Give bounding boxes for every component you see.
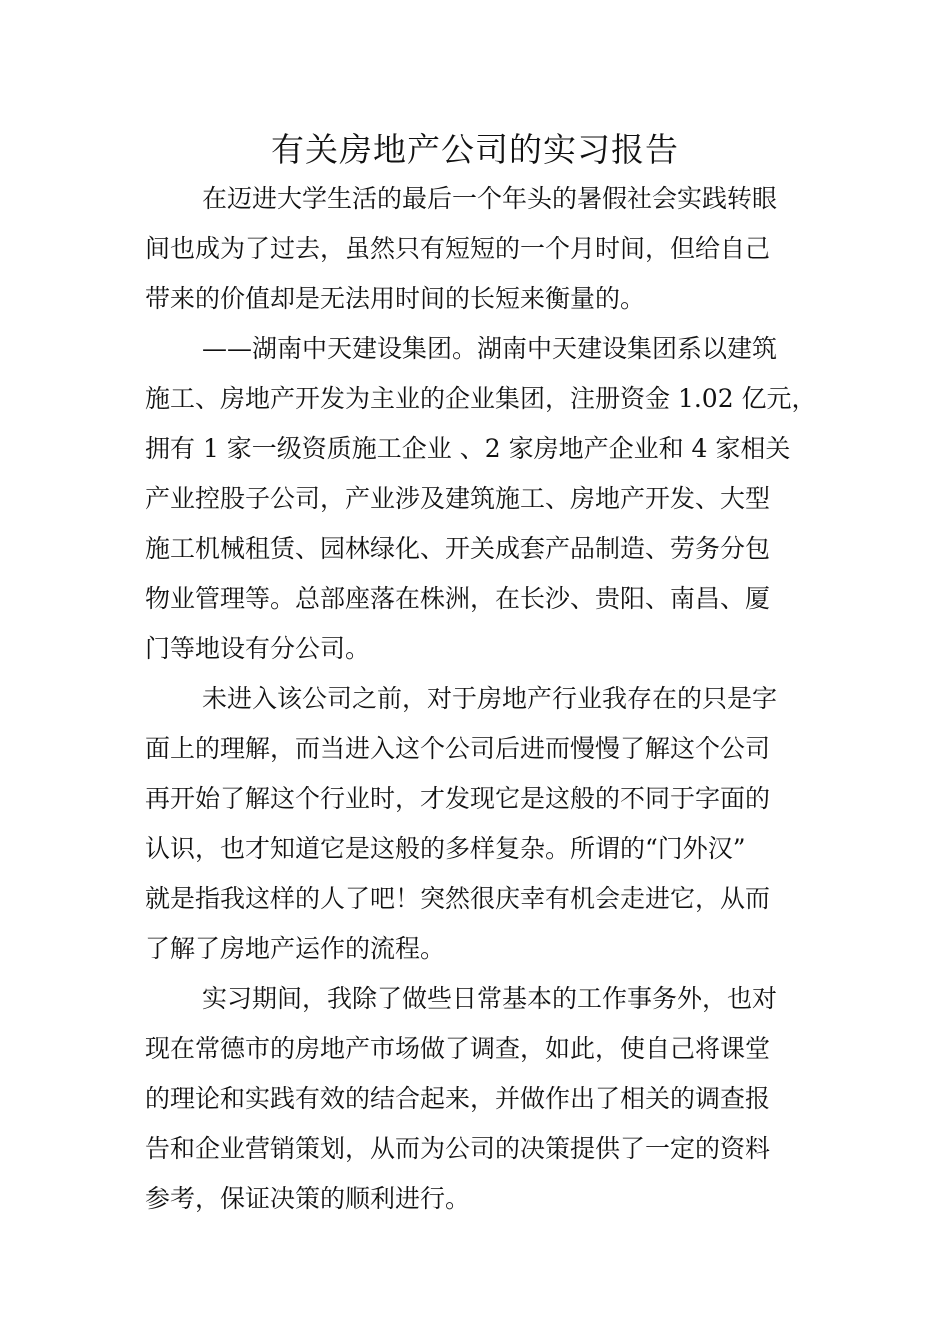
text-line: 实习期间，我除了做些日常基本的工作事务外，也对 [202, 984, 778, 1013]
text-line: 现在常德市的房地产市场做了调查，如此，使自己将课堂 [145, 1034, 771, 1063]
text-line: 产业控股子公司，产业涉及建筑施工、房地产开发、大型 [145, 484, 771, 513]
text-line: 在迈进大学生活的最后一个年头的暑假社会实践转眼 [202, 184, 778, 213]
text-line: 带来的价值却是无法用时间的长短来衡量的。 [145, 284, 646, 313]
paragraph-4 [145, 974, 825, 1224]
text-line: 告和企业营销策划，从而为公司的决策提供了一定的资料 [145, 1134, 771, 1163]
text-line: 未进入该公司之前，对于房地产行业我存在的只是字 [202, 684, 778, 713]
text-line: 门等地设有分公司。 [145, 634, 371, 663]
text-line: 拥有 1 家一级资质施工企业 、2 家房地产企业和 4 家相关 [145, 434, 791, 463]
text-line: 参考，保证决策的顺利进行。 [145, 1184, 471, 1213]
text-line: 的理论和实践有效的结合起来，并做作出了相关的调查报 [145, 1084, 771, 1113]
paragraph-1 [145, 174, 825, 324]
text-line: 了解了房地产运作的流程。 [145, 934, 446, 963]
text-line: 施工机械租赁、园林绿化、开关成套产品制造、劳务分包 [145, 534, 771, 563]
text-line: 面上的理解，而当进入这个公司后进而慢慢了解这个公司 [145, 734, 771, 763]
paragraph-2 [145, 324, 825, 674]
text-line: 物业管理等。总部座落在株洲，在长沙、贵阳、南昌、厦 [145, 584, 771, 613]
text-line: ——湖南中天建设集团。湖南中天建设集团系以建筑 [202, 334, 778, 363]
text-line: 就是指我这样的人了吧！突然很庆幸有机会走进它，从而 [145, 884, 771, 913]
text-line: 再开始了解这个行业时，才发现它是这般的不同于字面的 [145, 784, 771, 813]
text-line: 间也成为了过去，虽然只有短短的一个月时间，但给自己 [145, 234, 771, 263]
text-line: 施工、房地产开发为主业的企业集团，注册资金 1.02 亿元， [145, 384, 817, 413]
document-body [145, 174, 825, 1224]
paragraph-3 [145, 674, 825, 974]
text-line: 认识，也才知道它是这般的多样复杂。所谓的“门外汉” [145, 834, 746, 863]
document-title: 有关房地产公司的实习报告 [271, 130, 679, 169]
